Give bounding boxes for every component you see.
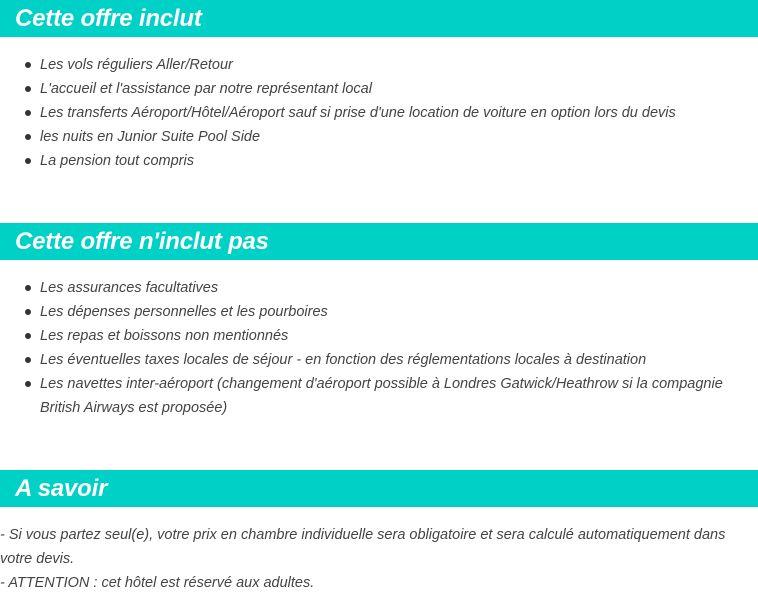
list-item-text: L'accueil et l'assistance par notre représentant local: [40, 81, 372, 97]
bullet-icon: [25, 285, 31, 291]
list-item-text: les nuits en Junior Suite Pool Side: [40, 129, 261, 145]
list-item-text: Les transferts Aéroport/Hôtel/Aéroport sauf si prise d'une location de voiture en option lors du devis: [40, 105, 676, 121]
bullet-icon: [25, 309, 31, 315]
bullet-icon: [25, 333, 31, 339]
list-item: [0, 53, 740, 77]
bullet-icon: [25, 158, 31, 164]
list-item: [0, 101, 740, 125]
list-item: [0, 348, 740, 372]
list-item-text: Les repas et boissons non mentionnés: [40, 328, 289, 344]
section-header-included: Cette offre inclut: [0, 0, 758, 37]
list-item: [0, 149, 740, 173]
note-line: - ATTENTION : cet hôtel est réservé aux adultes.: [0, 575, 315, 591]
list-item: [0, 372, 740, 420]
bullet-icon: [25, 134, 31, 140]
bullet-icon: [25, 86, 31, 92]
section-header-not-included: Cette offre n'inclut pas: [0, 223, 758, 260]
bullet-icon: [25, 381, 31, 387]
list-item: [0, 276, 740, 300]
bullet-icon: [25, 110, 31, 116]
bullet-icon: [25, 357, 31, 363]
list-item: [0, 300, 740, 324]
included-list: [0, 53, 740, 173]
list-item-text: Les navettes inter-aéroport (changement d'aéroport possible à Londres Gatwick/Heathrow si la compagnie British Airways est proposée): [40, 376, 723, 416]
list-item-text: La pension tout compris: [40, 153, 194, 169]
list-item: [0, 77, 740, 101]
list-item: [0, 125, 740, 149]
list-item: [0, 324, 740, 348]
list-item-text: Les dépenses personnelles et les pourboires: [40, 304, 328, 320]
a-savoir-notes: [0, 523, 752, 595]
bullet-icon: [25, 62, 31, 68]
section-header-a-savoir: A savoir: [0, 470, 758, 507]
not-included-list: [0, 276, 740, 420]
list-item-text: Les assurances facultatives: [40, 280, 219, 296]
list-item-text: Les vols réguliers Aller/Retour: [40, 57, 233, 73]
list-item-text: Les éventuelles taxes locales de séjour - en fonction des réglementations locales à destination: [40, 352, 647, 368]
note-line: - Si vous partez seul(e), votre prix en chambre individuelle sera obligatoire et sera calculé automatiquement dans votre devis.: [0, 527, 726, 567]
